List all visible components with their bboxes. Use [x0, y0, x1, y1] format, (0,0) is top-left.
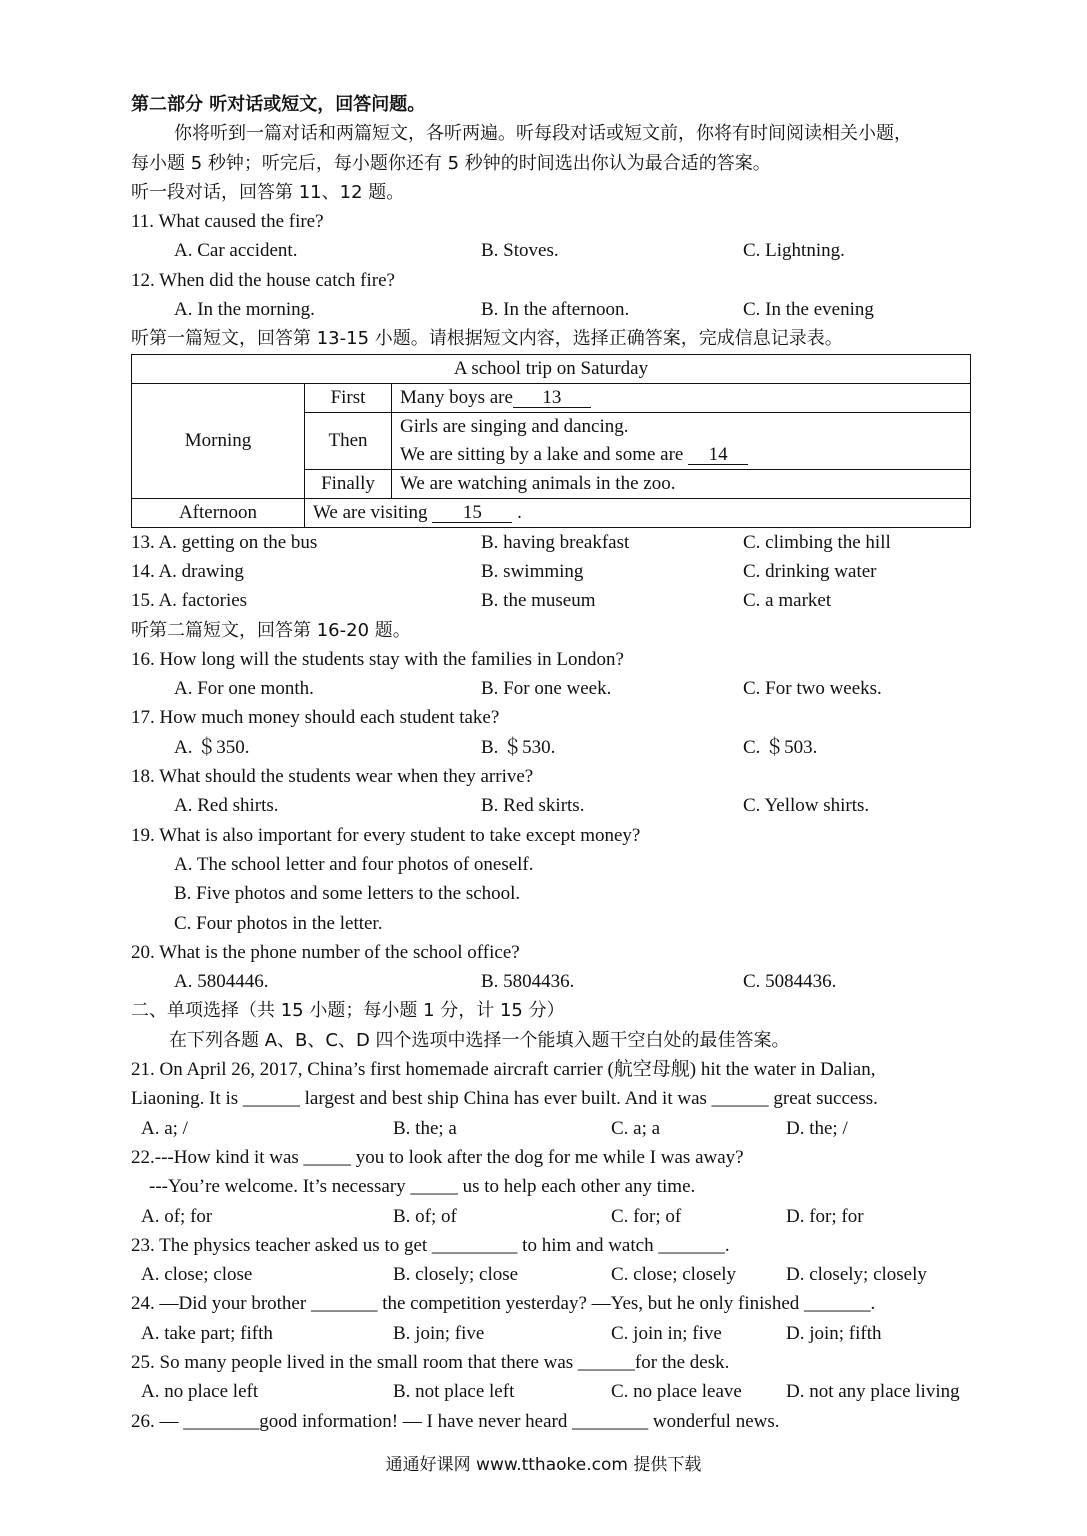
q23-option-d: D. closely; closely	[786, 1264, 927, 1286]
q25-option-c: C. no place leave	[611, 1381, 742, 1403]
q25-option-d: D. not any place living	[786, 1381, 960, 1403]
q12-option-a: A. In the morning.	[174, 299, 315, 321]
q22-line-2: ---You’re welcome. It’s necessary _____ us to help each other any time.	[149, 1176, 696, 1198]
q19-option-c: C. Four photos in the letter.	[174, 912, 383, 934]
info-record-table	[131, 354, 971, 528]
q25-option-a: A. no place left	[141, 1381, 259, 1403]
q11-options	[131, 236, 971, 265]
blank-15: 15	[432, 502, 512, 523]
q20-option-b: B. 5804436.	[481, 971, 575, 993]
q21-option-c: C. a; a	[611, 1117, 661, 1139]
afternoon-text: We are visiting	[313, 501, 428, 523]
then-text-2: We are sitting by a lake and some are	[400, 443, 684, 465]
first-text: Many boys are	[400, 386, 513, 408]
cell-then: Then	[305, 412, 392, 469]
part2-intro-2: 每小题 5 秒钟；听完后，每小题你还有 5 秒钟的时间选出你认为最合适的答案。	[131, 152, 771, 174]
q24-option-a: A. take part; fifth	[141, 1322, 273, 1344]
q13-option-b: B. having breakfast	[481, 531, 630, 553]
q16-option-a: A. For one month.	[174, 678, 314, 700]
q15-options	[131, 586, 971, 615]
q12-option-c: C. In the evening	[743, 299, 874, 321]
q22-options	[131, 1202, 971, 1231]
q21-option-d: D. the; /	[786, 1117, 848, 1139]
q17-option-a: A. ＄350.	[174, 736, 250, 758]
exam-page	[131, 90, 971, 1436]
cell-morning: Morning	[132, 383, 305, 498]
q18-stem: 18. What should the students wear when they arrive?	[131, 766, 534, 788]
q20-stem: 20. What is the phone number of the school office?	[131, 941, 520, 963]
cell-then-text-1: Girls are singing and dancing.	[392, 412, 971, 441]
q22-line-1: 22.---How kind it was _____ you to look after the dog for me while I was away?	[131, 1146, 744, 1168]
q13-option-c: C. climbing the hill	[743, 531, 891, 553]
q21-option-b: B. the; a	[393, 1117, 457, 1139]
q21-option-a: A. a; /	[141, 1117, 188, 1139]
q18-option-a: A. Red shirts.	[174, 795, 279, 817]
q14-option-a: 14. A. drawing	[131, 560, 244, 582]
q15-option-c: C. a market	[743, 590, 832, 612]
q24-line-1: 24. —Did your brother _______ the competition yesterday? —Yes, but he only finished _______.	[131, 1293, 876, 1315]
text1-intro: 听第一篇短文，回答第 13-15 小题。请根据短文内容，选择正确答案，完成信息记录表。	[131, 328, 843, 350]
q21-line-2: Liaoning. It is ______ largest and best ship China has ever built. And it was ______ great success.	[131, 1088, 878, 1110]
q22-option-d: D. for; for	[786, 1205, 864, 1227]
text2-intro: 听第二篇短文，回答第 16-20 题。	[131, 619, 411, 641]
q17-option-b: B. ＄530.	[481, 736, 556, 758]
cell-finally: Finally	[305, 469, 392, 498]
q25-options	[131, 1377, 971, 1406]
q25-line-1: 25. So many people lived in the small room that there was ______for the desk.	[131, 1351, 730, 1373]
q17-stem: 17. How much money should each student take?	[131, 707, 500, 729]
cell-afternoon: Afternoon	[132, 498, 305, 527]
q26-line-1: 26. — ________good information! — I have never heard ________ wonderful news.	[131, 1410, 780, 1432]
page-footer: 通通好课网 www.tthaoke.com 提供下载	[385, 1455, 702, 1475]
q22-option-b: B. of; of	[393, 1205, 457, 1227]
q16-option-b: B. For one week.	[481, 678, 612, 700]
q18-option-b: B. Red skirts.	[481, 795, 585, 817]
q12-option-b: B. In the afternoon.	[481, 299, 630, 321]
q24-option-b: B. join; five	[393, 1322, 485, 1344]
cell-first-text	[392, 383, 971, 412]
q17-option-c: C. ＄503.	[743, 736, 818, 758]
q17-options	[131, 733, 971, 762]
cell-afternoon-text	[305, 498, 971, 527]
q11-option-c: C. Lightning.	[743, 240, 845, 262]
q21-options	[131, 1114, 971, 1143]
q16-option-c: C. For two weeks.	[743, 678, 882, 700]
q15-option-a: 15. A. factories	[131, 590, 248, 612]
q14-option-b: B. swimming	[481, 560, 584, 582]
q16-stem: 16. How long will the students stay with the families in London?	[131, 648, 624, 670]
q20-options	[131, 967, 971, 996]
q11-stem: 11. What caused the fire?	[131, 211, 324, 233]
q16-options	[131, 674, 971, 703]
q12-options	[131, 295, 971, 324]
section2-title: 二、单项选择（共 15 小题；每小题 1 分，计 15 分）	[131, 1000, 565, 1022]
q22-option-c: C. for; of	[611, 1205, 682, 1227]
q25-option-b: B. not place left	[393, 1381, 515, 1403]
table-title: A school trip on Saturday	[132, 354, 971, 383]
section2-instruction: 在下列各题 A、B、C、D 四个选项中选择一个能填入题干空白处的最佳答案。	[169, 1029, 790, 1051]
q22-option-a: A. of; for	[141, 1205, 213, 1227]
q18-option-c: C. Yellow shirts.	[743, 795, 870, 817]
q20-option-c: C. 5084436.	[743, 971, 837, 993]
dialog-intro: 听一段对话，回答第 11、12 题。	[131, 181, 405, 203]
cell-finally-text: We are watching animals in the zoo.	[392, 469, 971, 498]
part2-intro-1: 你将听到一篇对话和两篇短文，各听两遍。听每段对话或短文前，你将有时间阅读相关小题，	[174, 123, 912, 145]
q14-options	[131, 557, 971, 586]
q21-line-1: 21. On April 26, 2017, China’s first homemade aircraft carrier (航空母舰) hit the water in Dalian,	[131, 1059, 876, 1081]
cell-then-text-2	[392, 441, 971, 470]
q23-option-b: B. closely; close	[393, 1264, 519, 1286]
q14-option-c: C. drinking water	[743, 560, 877, 582]
part2-title: 第二部分 听对话或短文，回答问题。	[131, 94, 426, 115]
q24-option-c: C. join in; five	[611, 1322, 722, 1344]
q18-options	[131, 791, 971, 820]
q23-option-c: C. close; closely	[611, 1264, 737, 1286]
q19-stem: 19. What is also important for every student to take except money?	[131, 824, 641, 846]
blank-13: 13	[513, 387, 591, 408]
q15-option-b: B. the museum	[481, 590, 596, 612]
q19-option-a: A. The school letter and four photos of oneself.	[174, 853, 534, 875]
q19-option-b: B. Five photos and some letters to the school.	[174, 883, 521, 905]
q23-options	[131, 1260, 971, 1289]
q13-options	[131, 528, 971, 557]
q23-option-a: A. close; close	[141, 1264, 253, 1286]
cell-first: First	[305, 383, 392, 412]
q20-option-a: A. 5804446.	[174, 971, 269, 993]
q13-option-a: 13. A. getting on the bus	[131, 531, 318, 553]
q24-options	[131, 1319, 971, 1348]
q11-option-a: A. Car accident.	[174, 240, 298, 262]
q24-option-d: D. join; fifth	[786, 1322, 882, 1344]
afternoon-end: .	[517, 501, 522, 523]
q11-option-b: B. Stoves.	[481, 240, 559, 262]
blank-14: 14	[688, 444, 748, 465]
q23-line-1: 23. The physics teacher asked us to get _________ to him and watch _______.	[131, 1234, 730, 1256]
q12-stem: 12. When did the house catch fire?	[131, 269, 395, 291]
